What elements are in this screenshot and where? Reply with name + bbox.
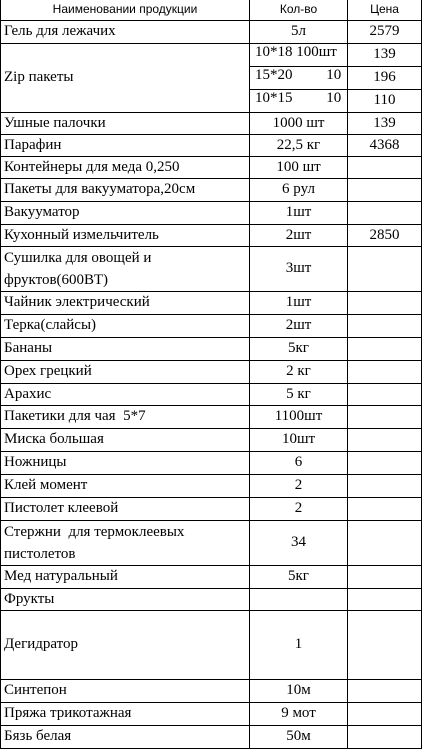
table-row: [1, 702, 422, 725]
cell-name[interactable]: Миска большая: [1, 428, 250, 451]
cell-price[interactable]: [348, 725, 422, 748]
cell-qty[interactable]: 1000 шт: [250, 112, 348, 134]
cell-qty-text: 10*15 10: [255, 89, 342, 106]
cell-name[interactable]: Стержни для термоклеевых пистолетов: [1, 520, 250, 565]
cell-price[interactable]: [348, 291, 422, 314]
cell-name[interactable]: Zip пакеты: [1, 43, 250, 112]
cell-price[interactable]: [348, 679, 422, 702]
cell-qty[interactable]: 2шт: [250, 224, 348, 246]
cell-name[interactable]: Синтепон: [1, 679, 250, 702]
table-row: [1, 201, 422, 224]
cell-price[interactable]: [348, 565, 422, 588]
cell-price[interactable]: 110: [348, 89, 422, 112]
cell-qty[interactable]: 6: [250, 451, 348, 474]
cell-qty[interactable]: 3шт: [250, 246, 348, 291]
cell-qty-text: 10*18 100шт: [255, 43, 337, 60]
table-row: [1, 610, 422, 679]
cell-price[interactable]: [348, 474, 422, 497]
cell-name[interactable]: Ножницы: [1, 451, 250, 474]
table-row: [1, 725, 422, 748]
cell-name[interactable]: Орех грецкий: [1, 360, 250, 383]
cell-name[interactable]: Гель для лежачих: [1, 20, 250, 43]
cell-name[interactable]: Фрукты: [1, 588, 250, 610]
table-row: [1, 43, 422, 66]
header-price[interactable]: Цена: [348, 0, 422, 20]
cell-price[interactable]: 139: [348, 43, 422, 66]
cell-qty-text: 15*20 10: [255, 66, 342, 83]
cell-qty[interactable]: 34: [250, 520, 348, 565]
cell-price[interactable]: [348, 520, 422, 565]
cell-price[interactable]: [348, 201, 422, 224]
cell-name[interactable]: Контейнеры для меда 0,250: [1, 156, 250, 178]
cell-name[interactable]: Вакууматор: [1, 201, 250, 224]
cell-qty[interactable]: 5кг: [250, 565, 348, 588]
cell-price[interactable]: [348, 702, 422, 725]
table-row: [1, 383, 422, 405]
table-row: [1, 360, 422, 383]
table-row: [1, 405, 422, 428]
cell-qty[interactable]: 10шт: [250, 428, 348, 451]
cell-price[interactable]: [348, 314, 422, 337]
cell-name[interactable]: Парафин: [1, 134, 250, 156]
cell-price[interactable]: 139: [348, 112, 422, 134]
cell-name[interactable]: Клей момент: [1, 474, 250, 497]
cell-price[interactable]: [348, 428, 422, 451]
cell-price[interactable]: 196: [348, 66, 422, 89]
header-name[interactable]: Наименовании продукции: [1, 0, 250, 20]
cell-qty[interactable]: 9 мот: [250, 702, 348, 725]
table-row: [1, 679, 422, 702]
cell-qty[interactable]: 50м: [250, 725, 348, 748]
cell-price[interactable]: 2579: [348, 20, 422, 43]
cell-qty[interactable]: 2шт: [250, 314, 348, 337]
cell-price[interactable]: [348, 588, 422, 610]
cell-price[interactable]: 2850: [348, 224, 422, 246]
cell-name[interactable]: Мед натуральный: [1, 565, 250, 588]
cell-price[interactable]: [348, 610, 422, 679]
table-row: [1, 337, 422, 360]
table-row: [1, 224, 422, 246]
table-row: [1, 314, 422, 337]
cell-qty[interactable]: 6 рул: [250, 178, 348, 201]
table-row: [1, 156, 422, 178]
cell-price[interactable]: [348, 360, 422, 383]
cell-qty[interactable]: [250, 89, 348, 112]
cell-price[interactable]: [348, 383, 422, 405]
cell-name[interactable]: Бананы: [1, 337, 250, 360]
cell-name[interactable]: Пакеты для вакууматора,20см: [1, 178, 250, 201]
cell-qty[interactable]: 1100шт: [250, 405, 348, 428]
cell-name[interactable]: Пакетики для чая 5*7: [1, 405, 250, 428]
cell-price[interactable]: [348, 451, 422, 474]
table-row: [1, 588, 422, 610]
cell-name[interactable]: Сушилка для овощей и фруктов(600ВТ): [1, 246, 250, 291]
table-row: [1, 474, 422, 497]
cell-price[interactable]: [348, 405, 422, 428]
cell-qty[interactable]: 1шт: [250, 201, 348, 224]
cell-price[interactable]: [348, 246, 422, 291]
table-row: [1, 520, 422, 565]
cell-qty[interactable]: 100 шт: [250, 156, 348, 178]
cell-name[interactable]: Пряжа трикотажная: [1, 702, 250, 725]
cell-qty[interactable]: 2: [250, 497, 348, 520]
table-row: [1, 428, 422, 451]
cell-price[interactable]: [348, 178, 422, 201]
cell-price[interactable]: [348, 156, 422, 178]
cell-name[interactable]: Кухонный измельчитель: [1, 224, 250, 246]
cell-name[interactable]: Бязь белая: [1, 725, 250, 748]
cell-qty[interactable]: 2 кг: [250, 360, 348, 383]
header-qty[interactable]: Кол-во: [250, 0, 348, 20]
cell-qty[interactable]: 5кг: [250, 337, 348, 360]
table-row: [1, 178, 422, 201]
cell-name[interactable]: Чайник электрический: [1, 291, 250, 314]
cell-qty[interactable]: 1: [250, 610, 348, 679]
cell-name[interactable]: Арахис: [1, 383, 250, 405]
cell-qty[interactable]: [250, 66, 348, 89]
cell-qty[interactable]: 5 кг: [250, 383, 348, 405]
table-row: [1, 451, 422, 474]
table-row: [1, 20, 422, 43]
table-row: [1, 497, 422, 520]
header-row: [1, 0, 422, 20]
table-row: [1, 291, 422, 314]
cell-qty[interactable]: 5л: [250, 20, 348, 43]
table-row: [1, 112, 422, 134]
cell-qty[interactable]: 2: [250, 474, 348, 497]
cell-name[interactable]: Ушные палочки: [1, 112, 250, 134]
cell-name[interactable]: Пистолет клеевой: [1, 497, 250, 520]
table-row: [1, 565, 422, 588]
cell-price[interactable]: 4368: [348, 134, 422, 156]
cell-qty[interactable]: 1шт: [250, 291, 348, 314]
table-row: [1, 246, 422, 291]
cell-name[interactable]: Терка(слайсы): [1, 314, 250, 337]
cell-qty[interactable]: 22,5 кг: [250, 134, 348, 156]
cell-qty[interactable]: [250, 43, 348, 66]
cell-price[interactable]: [348, 497, 422, 520]
cell-name[interactable]: Дегидратор: [1, 610, 250, 679]
cell-qty[interactable]: [250, 588, 348, 610]
cell-qty[interactable]: 10м: [250, 679, 348, 702]
cell-price[interactable]: [348, 337, 422, 360]
table-row: [1, 134, 422, 156]
